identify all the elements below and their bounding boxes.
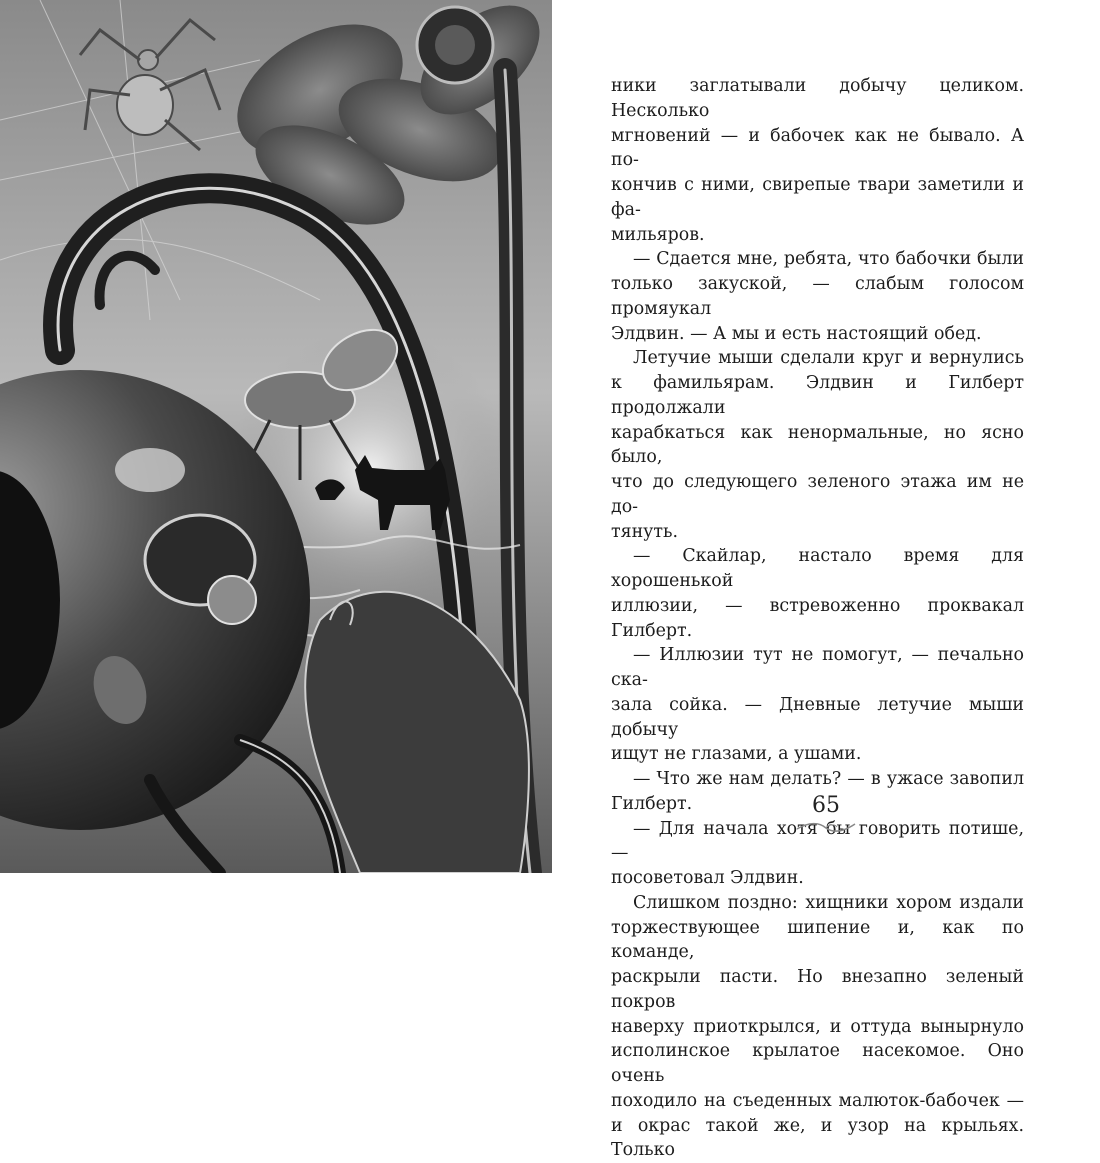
paragraph-line: тянуть. — [611, 520, 1024, 545]
paragraph-line: зала сойка. — Дневные летучие мыши добычу — [611, 693, 1024, 743]
paragraph-line: — Что же нам делать? — в ужасе завопил — [611, 767, 1024, 792]
paragraph-line: Элдвин. — А мы и есть настоящий обед. — [611, 322, 1024, 347]
paragraph-line: Летучие мыши сделали круг и вернулись — [611, 346, 1024, 371]
paragraph-line: мильяров. — [611, 223, 1024, 248]
paragraph-line: — Скайлар, настало время для хорошенькой — [611, 544, 1024, 594]
paragraph-line: наверху приоткрылся, и оттуда вынырнуло — [611, 1015, 1024, 1040]
paragraph-line: Гилберт. — [611, 792, 1024, 817]
paragraph-line: и окрас такой же, и узор на крыльях. Только — [611, 1114, 1024, 1163]
paragraph-line: карабкаться как ненормальные, но ясно было, — [611, 421, 1024, 471]
paragraph-line: походило на съеденных малюток-бабочек — — [611, 1089, 1024, 1114]
paragraph-line: что до следующего зеленого этажа им не до- — [611, 470, 1024, 520]
paragraph-line: только закуской, — слабым голосом промяукал — [611, 272, 1024, 322]
text-column — [611, 74, 1024, 1163]
paragraph-line: Слишком поздно: хищники хором издали — [611, 891, 1024, 916]
paragraph-line: — Иллюзии тут не помогут, — печально ска- — [611, 643, 1024, 693]
paragraph-line: кончив с ними, свирепые твари заметили и фа- — [611, 173, 1024, 223]
paragraph-line: исполинское крылатое насекомое. Оно очень — [611, 1039, 1024, 1089]
text-page — [552, 0, 1100, 873]
paragraph-line: мгновений — и бабочек как не бывало. А по- — [611, 124, 1024, 174]
paragraph-line: ники заглатывали добычу целиком. Несколько — [611, 74, 1024, 124]
page-number: 65 — [552, 793, 1100, 818]
paragraph-line: — Для начала хотя бы говорить потише, — — [611, 817, 1024, 867]
ornament-icon — [795, 820, 857, 834]
paragraph-line: раскрыли пасти. Но внезапно зеленый покров — [611, 965, 1024, 1015]
paragraph-line: ищут не глазами, а ушами. — [611, 742, 1024, 767]
paragraph-line: иллюзии, — встревоженно проквакал Гилберт. — [611, 594, 1024, 644]
paragraph-line: к фамильярам. Элдвин и Гилберт продолжали — [611, 371, 1024, 421]
illustration-page — [0, 0, 552, 873]
paragraph-line: посоветовал Элдвин. — [611, 866, 1024, 891]
paragraph-line: торжествующее шипение и, как по команде, — [611, 916, 1024, 966]
paragraph-line: — Сдается мне, ребята, что бабочки были — [611, 247, 1024, 272]
illustration-insects-flowers — [0, 0, 552, 873]
